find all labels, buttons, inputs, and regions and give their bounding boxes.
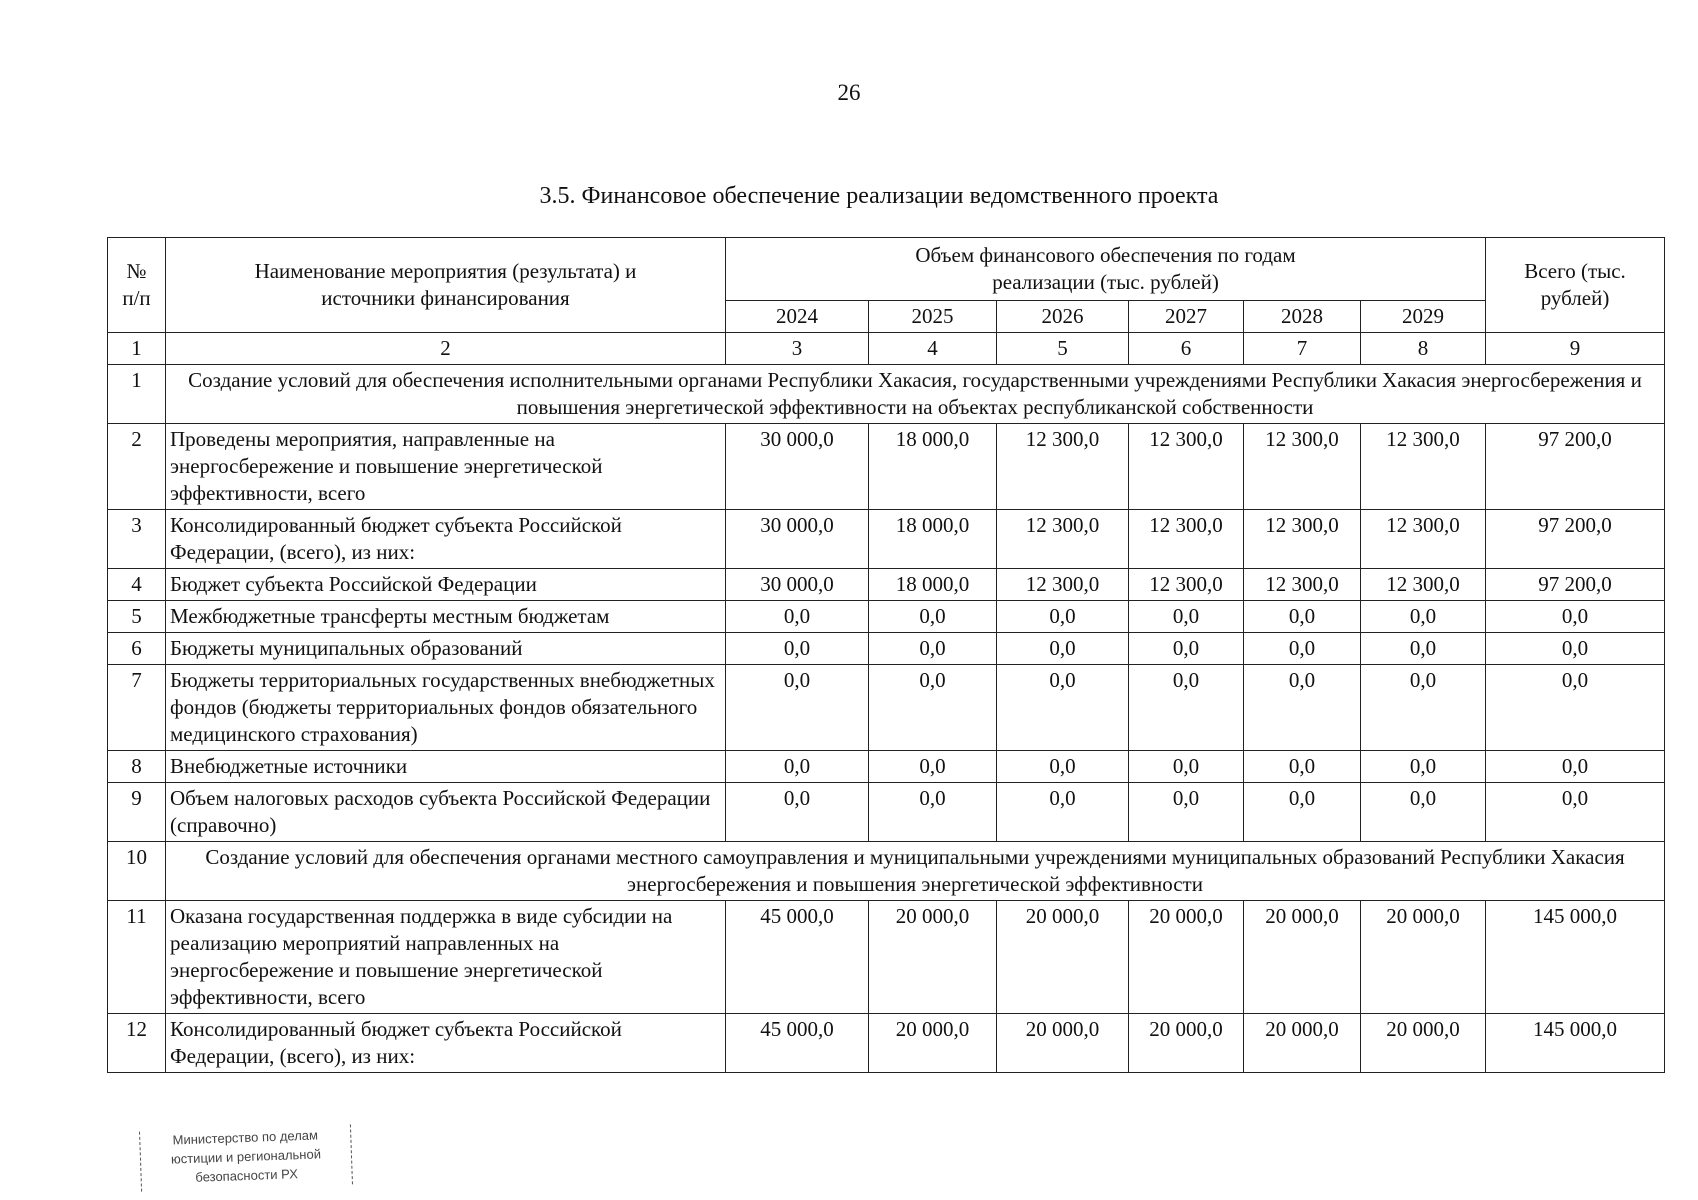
year-value: 12 300,0 [1361, 510, 1486, 569]
year-value: 0,0 [869, 601, 997, 633]
column-number: 2 [166, 333, 726, 365]
column-number: 1 [108, 333, 166, 365]
year-value: 0,0 [726, 665, 869, 751]
column-number: 8 [1361, 333, 1486, 365]
total-value: 0,0 [1486, 633, 1665, 665]
year-value: 20 000,0 [869, 901, 997, 1014]
item-name: Консолидированный бюджет субъекта Российской Федерации, (всего), из них: [166, 510, 726, 569]
total-value: 0,0 [1486, 751, 1665, 783]
year-value: 0,0 [869, 751, 997, 783]
year-value: 20 000,0 [1361, 1014, 1486, 1073]
column-number: 6 [1129, 333, 1244, 365]
year-value: 0,0 [1129, 633, 1244, 665]
row-number: 10 [108, 842, 166, 901]
table-row [108, 783, 1665, 842]
total-value: 145 000,0 [1486, 1014, 1665, 1073]
table-row [108, 569, 1665, 601]
stamp-line: юстиции и региональной [170, 1146, 322, 1167]
total-value: 0,0 [1486, 665, 1665, 751]
row-number: 2 [108, 424, 166, 510]
column-number-row [108, 333, 1665, 365]
row-number: 6 [108, 633, 166, 665]
year-value: 0,0 [1361, 751, 1486, 783]
total-value: 0,0 [1486, 783, 1665, 842]
section-row [108, 842, 1665, 901]
row-number: 3 [108, 510, 166, 569]
row-number: 8 [108, 751, 166, 783]
header-volume: Объем финансового обеспечения по годам реализации (тыс. рублей) [726, 238, 1486, 301]
year-value: 45 000,0 [726, 1014, 869, 1073]
column-number: 7 [1244, 333, 1361, 365]
year-value: 0,0 [1244, 783, 1361, 842]
year-value: 0,0 [1129, 665, 1244, 751]
item-name: Консолидированный бюджет субъекта Российской Федерации, (всего), из них: [166, 1014, 726, 1073]
ministry-stamp [139, 1124, 353, 1191]
year-value: 12 300,0 [1244, 569, 1361, 601]
year-value: 20 000,0 [1361, 901, 1486, 1014]
year-value: 0,0 [997, 783, 1129, 842]
year-value: 12 300,0 [1361, 424, 1486, 510]
year-value: 0,0 [1129, 751, 1244, 783]
year-value: 0,0 [1244, 665, 1361, 751]
year-value: 12 300,0 [1129, 569, 1244, 601]
section-heading: Создание условий для обеспечения органами местного самоуправления и муниципальными учреждениями муниципальных образований Республики Хакасия энергосбережения и повышения энергетической эффективности [166, 842, 1665, 901]
year-value: 12 300,0 [997, 569, 1129, 601]
total-value: 97 200,0 [1486, 424, 1665, 510]
year-value: 18 000,0 [869, 424, 997, 510]
year-value: 20 000,0 [869, 1014, 997, 1073]
header-year: 2026 [997, 301, 1129, 333]
year-value: 12 300,0 [997, 510, 1129, 569]
header-no: № п/п [108, 238, 166, 333]
year-value: 0,0 [1129, 783, 1244, 842]
item-name: Бюджет субъекта Российской Федерации [166, 569, 726, 601]
row-number: 12 [108, 1014, 166, 1073]
year-value: 0,0 [869, 633, 997, 665]
year-value: 0,0 [726, 633, 869, 665]
year-value: 18 000,0 [869, 510, 997, 569]
year-value: 30 000,0 [726, 510, 869, 569]
year-value: 12 300,0 [1361, 569, 1486, 601]
column-number: 9 [1486, 333, 1665, 365]
year-value: 20 000,0 [997, 901, 1129, 1014]
year-value: 0,0 [997, 633, 1129, 665]
header-year: 2029 [1361, 301, 1486, 333]
total-value: 97 200,0 [1486, 510, 1665, 569]
year-value: 20 000,0 [1244, 1014, 1361, 1073]
item-name: Внебюджетные источники [166, 751, 726, 783]
year-value: 20 000,0 [997, 1014, 1129, 1073]
year-value: 0,0 [1244, 751, 1361, 783]
column-number: 5 [997, 333, 1129, 365]
table-row [108, 424, 1665, 510]
section-heading: Создание условий для обеспечения исполнительными органами Республики Хакасия, государственными учреждениями Республики Хакасия энергосбережения и повышения энергетической эффективности на объектах республиканской собственности [166, 365, 1665, 424]
financing-table [107, 237, 1665, 1073]
header-name: Наименование мероприятия (результата) и источники финансирования [166, 238, 726, 333]
year-value: 12 300,0 [1244, 510, 1361, 569]
header-total: Всего (тыс. рублей) [1486, 238, 1665, 333]
year-value: 0,0 [1361, 633, 1486, 665]
header-year: 2024 [726, 301, 869, 333]
table-row [108, 1014, 1665, 1073]
year-value: 0,0 [997, 601, 1129, 633]
year-value: 0,0 [1244, 633, 1361, 665]
table-row [108, 633, 1665, 665]
header-year: 2027 [1129, 301, 1244, 333]
header-year: 2028 [1244, 301, 1361, 333]
item-name: Межбюджетные трансферты местным бюджетам [166, 601, 726, 633]
section-title: 3.5. Финансовое обеспечение реализации ведомственного проекта [539, 183, 1219, 209]
year-value: 30 000,0 [726, 424, 869, 510]
year-value: 12 300,0 [1244, 424, 1361, 510]
total-value: 97 200,0 [1486, 569, 1665, 601]
item-name: Бюджеты территориальных государственных внебюджетных фондов (бюджеты территориальных фондов обязательного медицинского страхования) [166, 665, 726, 751]
table-row [108, 901, 1665, 1014]
row-number: 1 [108, 365, 166, 424]
year-value: 20 000,0 [1244, 901, 1361, 1014]
year-value: 0,0 [1244, 601, 1361, 633]
table-row [108, 665, 1665, 751]
item-name: Проведены мероприятия, направленные на энергосбережение и повышение энергетической эффективности, всего [166, 424, 726, 510]
table-row [108, 751, 1665, 783]
year-value: 12 300,0 [1129, 510, 1244, 569]
table-row [108, 510, 1665, 569]
total-value: 0,0 [1486, 601, 1665, 633]
row-number: 7 [108, 665, 166, 751]
year-value: 30 000,0 [726, 569, 869, 601]
row-number: 9 [108, 783, 166, 842]
row-number: 4 [108, 569, 166, 601]
column-number: 4 [869, 333, 997, 365]
year-value: 0,0 [1129, 601, 1244, 633]
year-value: 12 300,0 [1129, 424, 1244, 510]
year-value: 0,0 [1361, 601, 1486, 633]
year-value: 20 000,0 [1129, 1014, 1244, 1073]
stamp-line: безопасности РХ [195, 1166, 299, 1185]
total-value: 145 000,0 [1486, 901, 1665, 1014]
year-value: 45 000,0 [726, 901, 869, 1014]
item-name: Бюджеты муниципальных образований [166, 633, 726, 665]
year-value: 0,0 [1361, 783, 1486, 842]
header-year: 2025 [869, 301, 997, 333]
year-value: 0,0 [726, 601, 869, 633]
stamp-line: Министерство по делам [172, 1127, 319, 1148]
section-row [108, 365, 1665, 424]
page-number: 26 [837, 80, 861, 105]
row-number: 5 [108, 601, 166, 633]
row-number: 11 [108, 901, 166, 1014]
year-value: 0,0 [726, 783, 869, 842]
year-value: 18 000,0 [869, 569, 997, 601]
year-value: 0,0 [1361, 665, 1486, 751]
year-value: 0,0 [997, 665, 1129, 751]
year-value: 12 300,0 [997, 424, 1129, 510]
item-name: Оказана государственная поддержка в виде субсидии на реализацию мероприятий направленных на энергосбережение и повышение энергетической эффективности, всего [166, 901, 726, 1014]
year-value: 0,0 [997, 751, 1129, 783]
year-value: 0,0 [726, 751, 869, 783]
table-row [108, 601, 1665, 633]
column-number: 3 [726, 333, 869, 365]
year-value: 0,0 [869, 783, 997, 842]
header-row [108, 238, 1665, 301]
item-name: Объем налоговых расходов субъекта Российской Федерации (справочно) [166, 783, 726, 842]
year-value: 0,0 [869, 665, 997, 751]
year-value: 20 000,0 [1129, 901, 1244, 1014]
